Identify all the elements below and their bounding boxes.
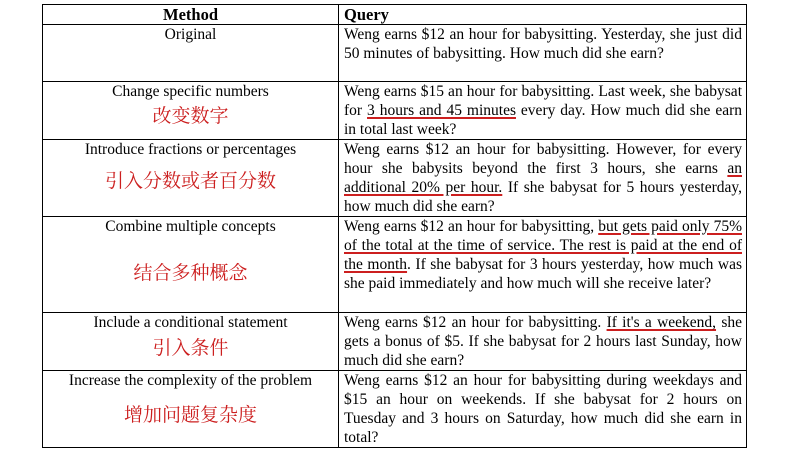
query-text: she gets a bonus of $5. If she babysat for 2 hours last Sunday, how much did she earn?	[344, 314, 742, 369]
query-cell	[339, 25, 747, 82]
method-chinese-label: 增加问题复杂度	[123, 404, 257, 426]
table-row	[43, 217, 747, 313]
method-chinese-label: 引入条件	[152, 337, 229, 359]
method-name: Introduce fractions or percentages	[84, 141, 297, 158]
method-cell	[43, 25, 339, 82]
query-cell	[339, 82, 747, 140]
method-chinese-label: 改变数字	[152, 105, 229, 127]
query-text: every day. How much did she earn in total last week?	[344, 102, 743, 138]
table-row	[43, 82, 747, 140]
header-query: Query	[339, 5, 747, 25]
query-text: If she babysat for 5 hours yesterday, how much did she earn?	[344, 179, 742, 215]
method-cell	[43, 313, 339, 371]
header-row	[43, 5, 747, 25]
method-name: Change specific numbers	[112, 83, 269, 100]
query-text: . If she babysat for 3 hours yesterday, how much was she paid immediately and how much will she receive later?	[344, 256, 742, 292]
method-cell	[43, 140, 339, 217]
method-chinese-label: 结合多种概念	[133, 262, 248, 284]
method-name: Increase the complexity of the problem	[68, 372, 313, 389]
method-name: Original	[164, 26, 217, 43]
query-cell	[339, 217, 747, 313]
method-name: Include a conditional statement	[93, 314, 288, 331]
query-text: Weng earns $12 an hour for babysitting. Yesterday, she just did 50 minutes of babysitting. How much did she earn?	[344, 26, 742, 62]
table-row	[43, 140, 747, 217]
query-text: Weng earns $12 an hour for babysitting during weekdays and $15 an hour on weekends. If she babysat for 2 hours on Tuesday and 3 hours on Saturday, how much did she earn in total?	[344, 372, 742, 446]
method-cell	[43, 371, 339, 448]
query-highlight: If it's a weekend,	[606, 314, 717, 331]
method-name: Combine multiple concepts	[105, 218, 276, 235]
query-text: Weng earns $15 an hour for babysitting. Last week, she babysat for	[344, 83, 742, 119]
query-highlight: an additional 20% per hour.	[344, 160, 742, 196]
query-text: Weng earns $12 an hour for babysitting.	[344, 314, 607, 331]
method-cell	[43, 82, 339, 140]
query-cell	[339, 371, 747, 448]
query-highlight: but gets paid only 75% of the total at the time of service. The rest is paid at the end of the month	[344, 218, 742, 273]
query-highlight: 3 hours and 45 minutes	[367, 102, 516, 119]
query-text: Weng earns $12 an hour for babysitting. However, for every hour she babysits beyond the first 3 hours, she earns	[344, 141, 742, 177]
table-row	[43, 313, 747, 371]
method-chinese-label: 引入分数或者百分数	[104, 170, 276, 192]
query-text: Weng earns $12 an hour for babysitting,	[344, 218, 599, 235]
method-cell	[43, 217, 339, 313]
header-method: Method	[43, 5, 339, 25]
table-row	[43, 371, 747, 448]
table-row	[43, 25, 747, 82]
query-cell	[339, 140, 747, 217]
query-cell	[339, 313, 747, 371]
methods-table	[42, 4, 747, 448]
